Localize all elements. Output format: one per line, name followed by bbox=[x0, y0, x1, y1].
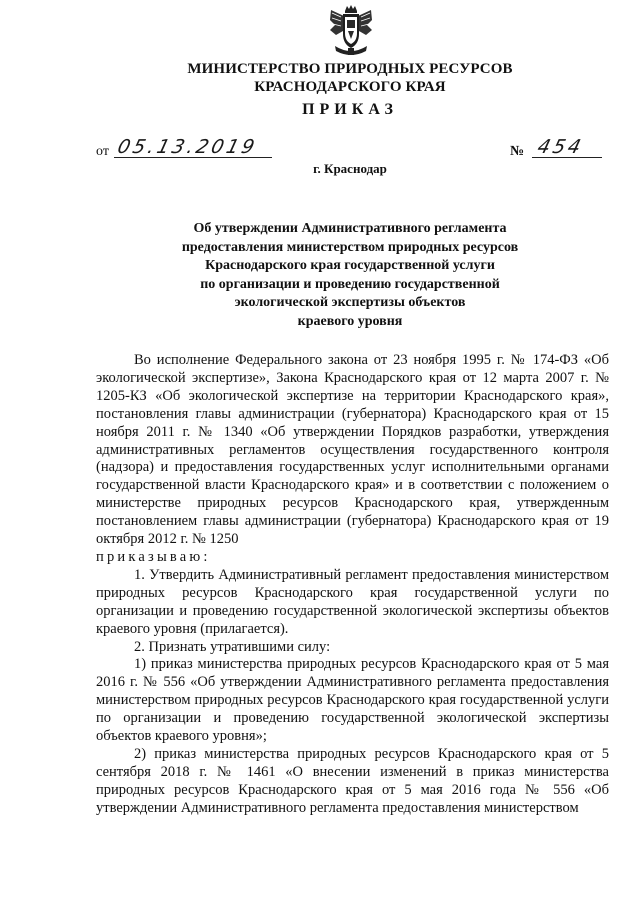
title-line: краевого уровня bbox=[297, 313, 403, 329]
body-paragraph-subitem-1: 1) приказ министерства природных ресурсов Краснодарского края от 5 мая 2016 г. № 556 «Об утверждении Административного регламента предоставления министерством природных ресурсов Краснодарского края государственной услуги по организации и проведению государственной экологической экспертизы объектов краевого уровня»; bbox=[96, 656, 609, 745]
title-line: Об утверждении Административного регламента bbox=[193, 221, 507, 236]
body-paragraph-item-2: 2. Признать утратившими силу: bbox=[134, 638, 331, 655]
document-title bbox=[100, 220, 600, 332]
city-line: г. Краснодар bbox=[313, 161, 387, 176]
number-label: № bbox=[510, 144, 525, 159]
title-line: Краснодарского края государственной услуги bbox=[205, 258, 495, 274]
body-paragraph-item-1: 1. Утвердить Административный регламент предоставления министерством природных ресурсов Краснодарского края государственной услуги по организации и проведению государственной экологической экспертизы объектов краевого уровня (прилагается). bbox=[96, 566, 609, 637]
date-underline bbox=[114, 157, 272, 158]
handwritten-number: 454 bbox=[535, 136, 587, 158]
number-underline bbox=[532, 157, 602, 158]
document-body bbox=[96, 352, 609, 818]
title-line: экологической экспертизы объектов bbox=[234, 295, 466, 311]
body-paragraph-preamble: Во исполнение Федерального закона от 23 ноября 1995 г. № 174-ФЗ «Об экологической экспертизе», Закона Краснодарского края от 12 марта 2007 г. № 1205-КЗ «Об экологической экспертизе на территории Краснодарского края», постановления главы администрации (губернатора) Краснодарского края от 15 ноября 2011 г. № 1340 «Об утверждении Порядков разработки, утверждения административных регламентов осуществления государственного контроля (надзора) и предоставления государственных услуг исполнительными органами государственной власти Краснодарского края» и в соответствии с положением о министерстве природных ресурсов Краснодарского края, утвержденным постановлением главы администрации (губернатора) Краснодарского края от 19 октября 2012 г. № 1250 bbox=[96, 352, 609, 548]
handwritten-date: 05.13.2019 bbox=[115, 136, 260, 158]
document-type-heading: ПРИКАЗ bbox=[302, 101, 398, 118]
body-paragraph-subitem-2: 2) приказ министерства природных ресурсов Краснодарского края от 5 сентября 2018 г. № 1461 «О внесении изменений в приказ министерства природных ресурсов Краснодарского края от 5 мая 2016 года № 556 «Об утверждении Административного регламента предоставления министерством bbox=[96, 745, 609, 816]
coat-of-arms-emblem bbox=[326, 4, 376, 58]
ministry-name-line-2: КРАСНОДАРСКОГО КРАЯ bbox=[254, 79, 446, 95]
title-line: предоставления министерством природных ресурсов bbox=[181, 239, 519, 255]
ministry-name-line-1: МИНИСТЕРСТВО ПРИРОДНЫХ РЕСУРСОВ bbox=[187, 61, 513, 77]
title-line: по организации и проведению государственной bbox=[200, 276, 500, 292]
body-paragraph-order-word: приказываю: bbox=[96, 548, 211, 565]
date-prefix: от bbox=[96, 144, 109, 159]
